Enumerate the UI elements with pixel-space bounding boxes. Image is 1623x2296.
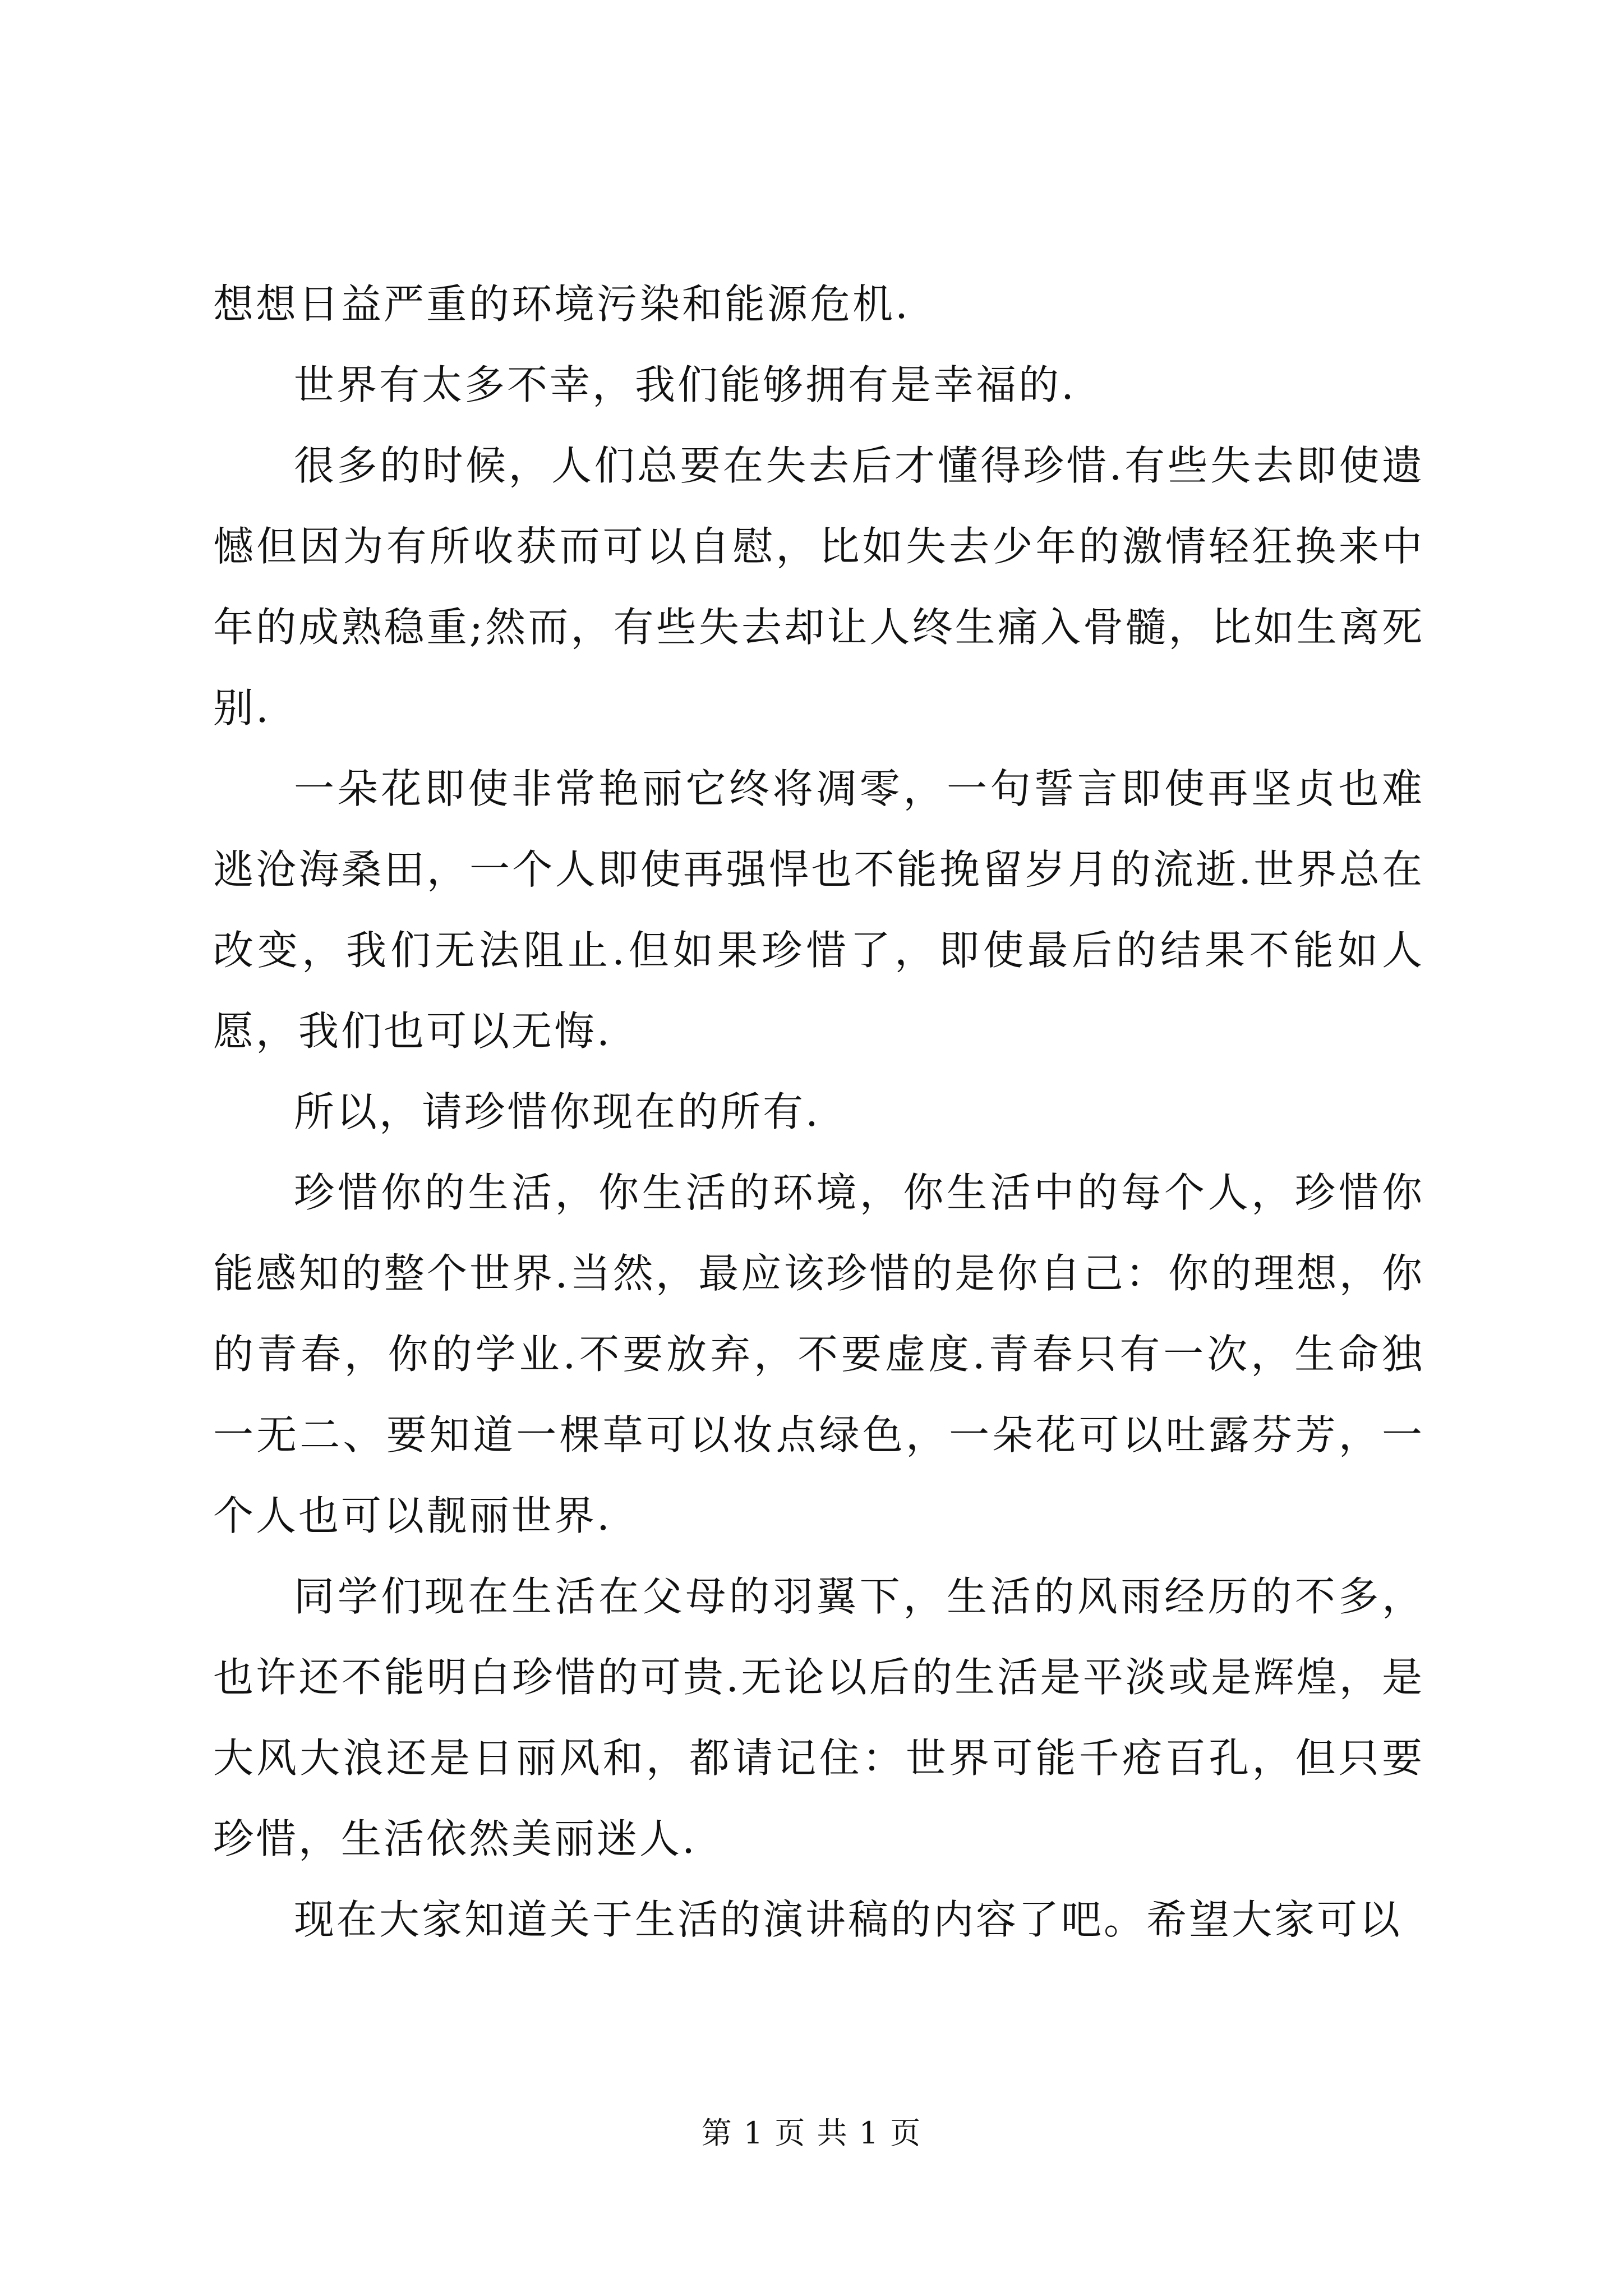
paragraph-3: 很多的时候，人们总要在失去后才懂得珍惜.有些失去即使遗憾但因为有所收获而可以自慰，比如失去少年的激情轻狂换来中年的成熟稳重;然而，有些失去却让人终生痛入骨髓，比如生离死别. <box>213 442 1424 731</box>
paragraph-4: 一朵花即使非常艳丽它终将凋零，一句誓言即使再坚贞也难逃沧海桑田，一个人即使再强悍也不能挽留岁月的流逝.世界总在改变，我们无法阻止.但如果珍惜了，即使最后的结果不能如人愿，我们也可以无悔. <box>213 765 1424 1055</box>
body-text <box>213 264 1424 1960</box>
paragraph-5: 所以，请珍惜你现在的所有. <box>294 1088 820 1135</box>
paragraph-8: 现在大家知道关于生活的演讲稿的内容了吧。希望大家可以 <box>294 1896 1403 1943</box>
paragraph-2: 世界有太多不幸，我们能够拥有是幸福的. <box>294 361 1076 408</box>
page-number-label: 第 1 页 共 1 页 <box>701 2115 922 2151</box>
paragraph-7: 同学们现在生活在父母的羽翼下，生活的风雨经历的不多，也许还不能明白珍惜的可贵.无论以后的生活是平淡或是辉煌，是大风大浪还是日丽风和，都请记住：世界可能千疮百孔，但只要珍惜，生活依然美丽迷人. <box>213 1573 1424 1862</box>
paragraph-1: 想想日益严重的环境污染和能源危机. <box>213 280 910 328</box>
paragraph-6: 珍惜你的生活，你生活的环境，你生活中的每个人，珍惜你能感知的整个世界.当然，最应该珍惜的是你自己：你的理想，你的青春，你的学业.不要放弃，不要虚度.青春只有一次，生命独一无二、要知道一棵草可以妆点绿色，一朵花可以吐露芬芳，一个人也可以靓丽世界. <box>213 1169 1424 1539</box>
page-footer <box>0 2109 1623 2152</box>
